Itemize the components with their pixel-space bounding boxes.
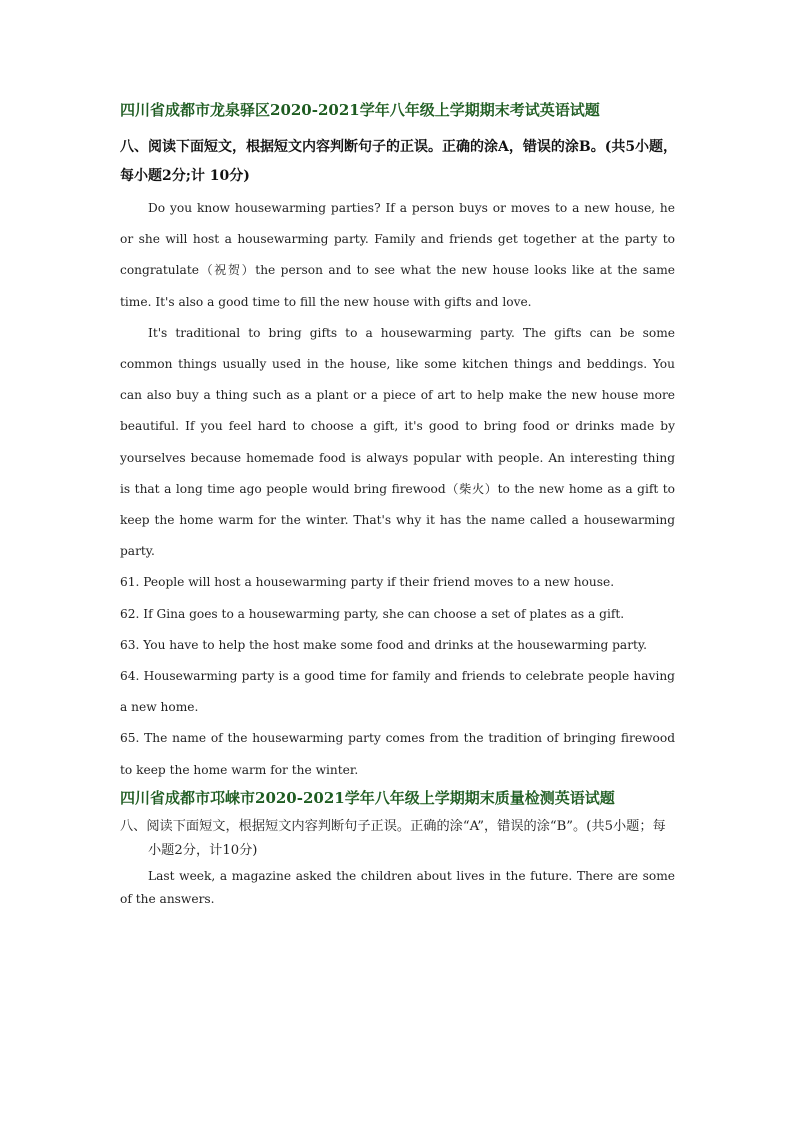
question-item: 63. You have to help the host make some food and drinks at the housewarming party. [120, 637, 648, 652]
section2-instruction: 八、阅读下面短文，根据短文内容判断句子正误。正确的涂“A”，错误的涂“B”。(共5小题；每小题2分，计10分) [120, 819, 666, 858]
section2-title: 四川省成都市邛崃市2020-2021学年八年级上学期期末质量检测英语试题 [120, 789, 615, 807]
section2-passage [120, 865, 675, 911]
passage-paragraph: It's traditional to bring gifts to a housewarming party. The gifts can be some common things usually used in the house, like some kitchen things and beddings. You can also buy a thing such as a plant or a piece of art to help make the new house more beautiful. If you feel hard to choose a gift, it's good to bring food or drinks made by yourselves because homemade food is always popular with people. An interesting thing is that a long time ago people would bring firewood（柴火）to the new home as a gift to keep the home warm for the winter. That's why it has the name called a housewarming party. [120, 325, 675, 559]
question-item: 61. People will host a housewarming party if their friend moves to a new house. [120, 575, 615, 590]
question-item: 62. If Gina goes to a housewarming party, she can choose a set of plates as a gift. [120, 606, 625, 621]
passage-paragraph: Do you know housewarming parties? If a person buys or moves to a new house, he or she will host a housewarming party. Family and friends get together at the party to congratulate（祝贺）the person and to see what the new house looks like at the same time. It's also a good time to fill the new house with gifts and love. [120, 201, 675, 309]
section1-instruction: 八、阅读下面短文，根据短文内容判断句子的正误。正确的涂A，错误的涂B。(共5小题，每小题2分;计 10分) [120, 139, 678, 184]
question-item: 64. Housewarming party is a good time for family and friends to celebrate people having a new home. [120, 669, 675, 715]
section1-passage [120, 193, 675, 786]
section1-title: 四川省成都市龙泉驿区2020-2021学年八年级上学期期末考试英语试题 [120, 101, 600, 119]
question-item: 65. The name of the housewarming party comes from the tradition of bringing firewood to keep the home warm for the winter. [120, 731, 675, 777]
passage-paragraph: Last week, a magazine asked the children about lives in the future. There are some of the answers. [120, 869, 675, 906]
